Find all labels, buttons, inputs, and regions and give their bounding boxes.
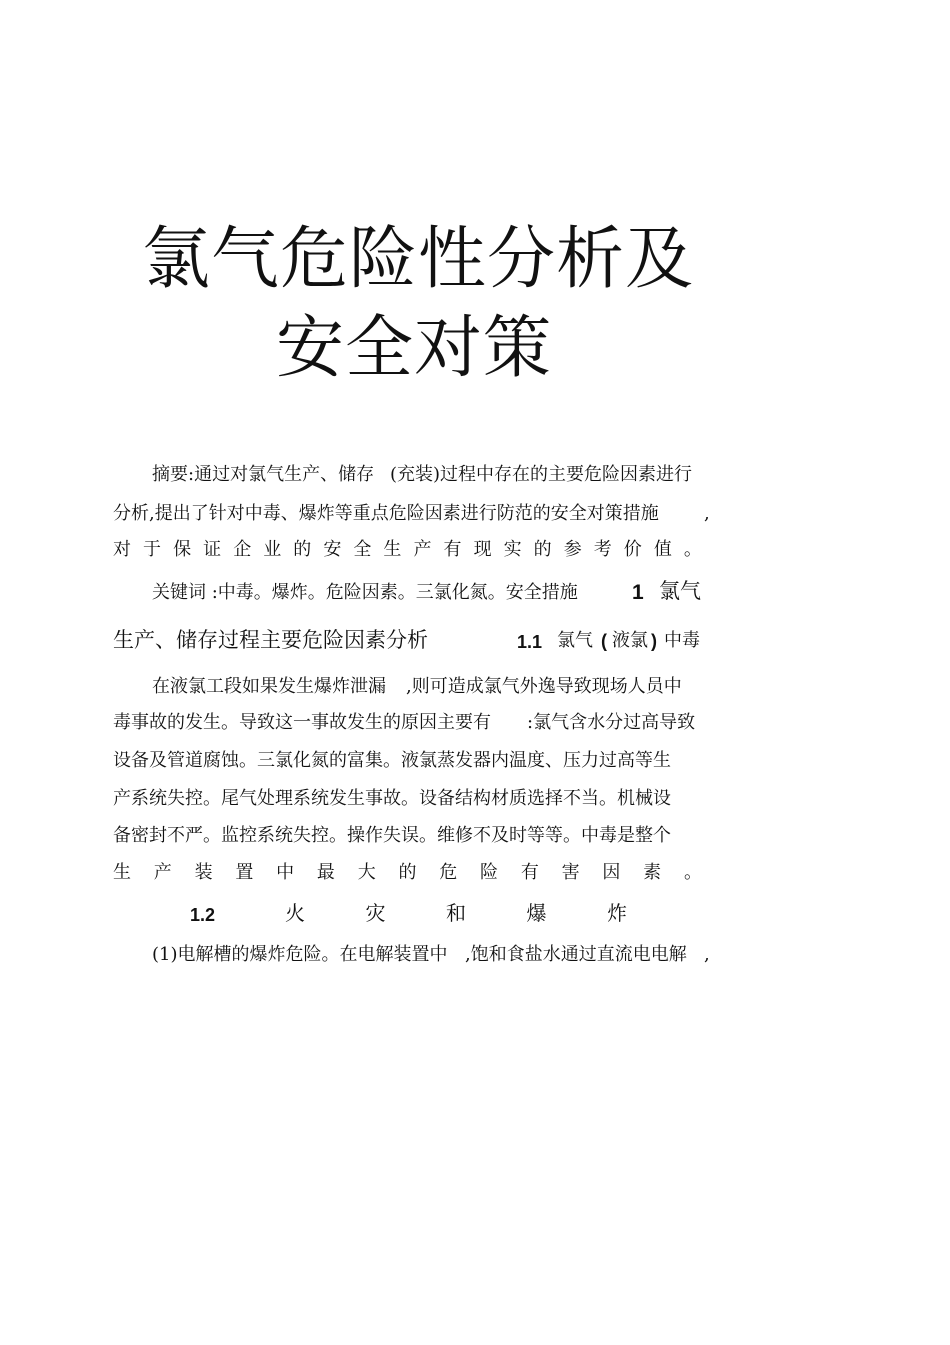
abstract-char: 产	[413, 539, 432, 560]
abstract-char: 企	[233, 539, 252, 560]
para2-line1-a: (1)电解槽的爆炸危险。在电解装置中	[152, 944, 448, 965]
abstract-char: 于	[143, 539, 162, 560]
para1-line5: 备密封不严。监控系统失控。操作失误。维修不及时等等。中毒是整个	[113, 825, 671, 846]
abstract-char: 实	[503, 539, 522, 560]
para1-line3: 设备及管道腐蚀。三氯化氮的富集。液氯蒸发器内温度、压力过高等生	[113, 750, 671, 771]
abstract-char: 安	[323, 539, 342, 560]
para1-char: 害	[561, 862, 580, 883]
abstract-char: 参	[563, 539, 582, 560]
abstract-char: 保	[173, 539, 192, 560]
abstract-char: 。	[683, 539, 702, 560]
section1-2-char: 和	[446, 901, 466, 925]
section1-1-heading-c: 中毒	[664, 630, 700, 651]
para1-char: 因	[602, 862, 621, 883]
section1-2-heading	[285, 903, 627, 923]
abstract-line2-b: ,	[704, 503, 710, 524]
para1-char: 置	[235, 862, 254, 883]
section1-1-heading-b: 液氯	[612, 630, 648, 651]
abstract-char: 考	[593, 539, 612, 560]
abstract-char: 业	[263, 539, 282, 560]
abstract-char: 现	[473, 539, 492, 560]
para1-line4: 产系统失控。尾气处理系统发生事故。设备结构材质选择不当。机械设	[113, 788, 671, 809]
para1-line1-a: 在液氯工段如果发生爆炸泄漏	[152, 676, 386, 697]
para1-char: 产	[153, 862, 172, 883]
abstract-line3	[113, 541, 702, 559]
abstract-char: 生	[383, 539, 402, 560]
document-title-line2: 安全对策	[276, 309, 553, 388]
section1-2-char: 爆	[526, 901, 547, 925]
section1-1-number: 1.1	[517, 632, 543, 652]
para1-char: 有	[520, 862, 539, 883]
abstract-char: 全	[353, 539, 372, 560]
document-title-line1: 氯气危险性分析及	[142, 220, 695, 299]
para1-char: 装	[194, 862, 213, 883]
section1-2-char: 炸	[607, 901, 627, 925]
para2-line1-b: ,饱和食盐水通过直流电电解	[465, 944, 687, 965]
para1-char: 的	[398, 862, 417, 883]
section1-heading-part2: 生产、储存过程主要危险因素分析	[113, 628, 428, 652]
section1-1-paren-open: (	[601, 631, 607, 651]
para1-line6	[113, 864, 702, 882]
section1-heading-part1: 氯气	[659, 579, 701, 603]
abstract-char: 对	[113, 539, 131, 560]
section1-2-char: 灾	[365, 901, 386, 925]
section1-number: 1	[632, 581, 644, 604]
section1-2-number: 1.2	[190, 905, 216, 925]
abstract-char: 的	[293, 539, 312, 560]
abstract-line2-a: 分析,提出了针对中毒、爆炸等重点危险因素进行防范的安全对策措施	[113, 503, 659, 524]
para1-char: 危	[439, 862, 458, 883]
abstract-line1-b: (充装)过程中存在的主要危险因素进行	[390, 464, 693, 485]
para1-char: 最	[316, 862, 335, 883]
para1-line2-a: 毒事故的发生。导致这一事故发生的原因主要有	[113, 712, 491, 733]
para1-line2-b: :氯气含水分过高导致	[527, 712, 696, 733]
para1-char: 生	[113, 862, 131, 883]
abstract-char: 的	[533, 539, 552, 560]
section1-1-paren-close: )	[651, 631, 657, 651]
para1-char: 险	[480, 862, 499, 883]
section1-2-char: 火	[285, 901, 305, 925]
abstract-line1-a: 摘要:通过对氯气生产、储存	[152, 464, 375, 485]
para1-char: 。	[683, 862, 702, 883]
abstract-char: 值	[653, 539, 672, 560]
para1-char: 素	[643, 862, 662, 883]
para1-char: 大	[357, 862, 376, 883]
abstract-char: 有	[443, 539, 462, 560]
section1-1-heading-a: 氯气	[557, 630, 593, 651]
abstract-char: 证	[203, 539, 222, 560]
abstract-char: 价	[623, 539, 642, 560]
para1-line1-b: ,则可造成氯气外逸导致现场人员中	[406, 676, 682, 697]
para1-char: 中	[276, 862, 295, 883]
para2-line1-c: ,	[704, 944, 710, 965]
keywords-line: 关键词 :中毒。爆炸。危险因素。三氯化氮。安全措施	[152, 582, 578, 603]
